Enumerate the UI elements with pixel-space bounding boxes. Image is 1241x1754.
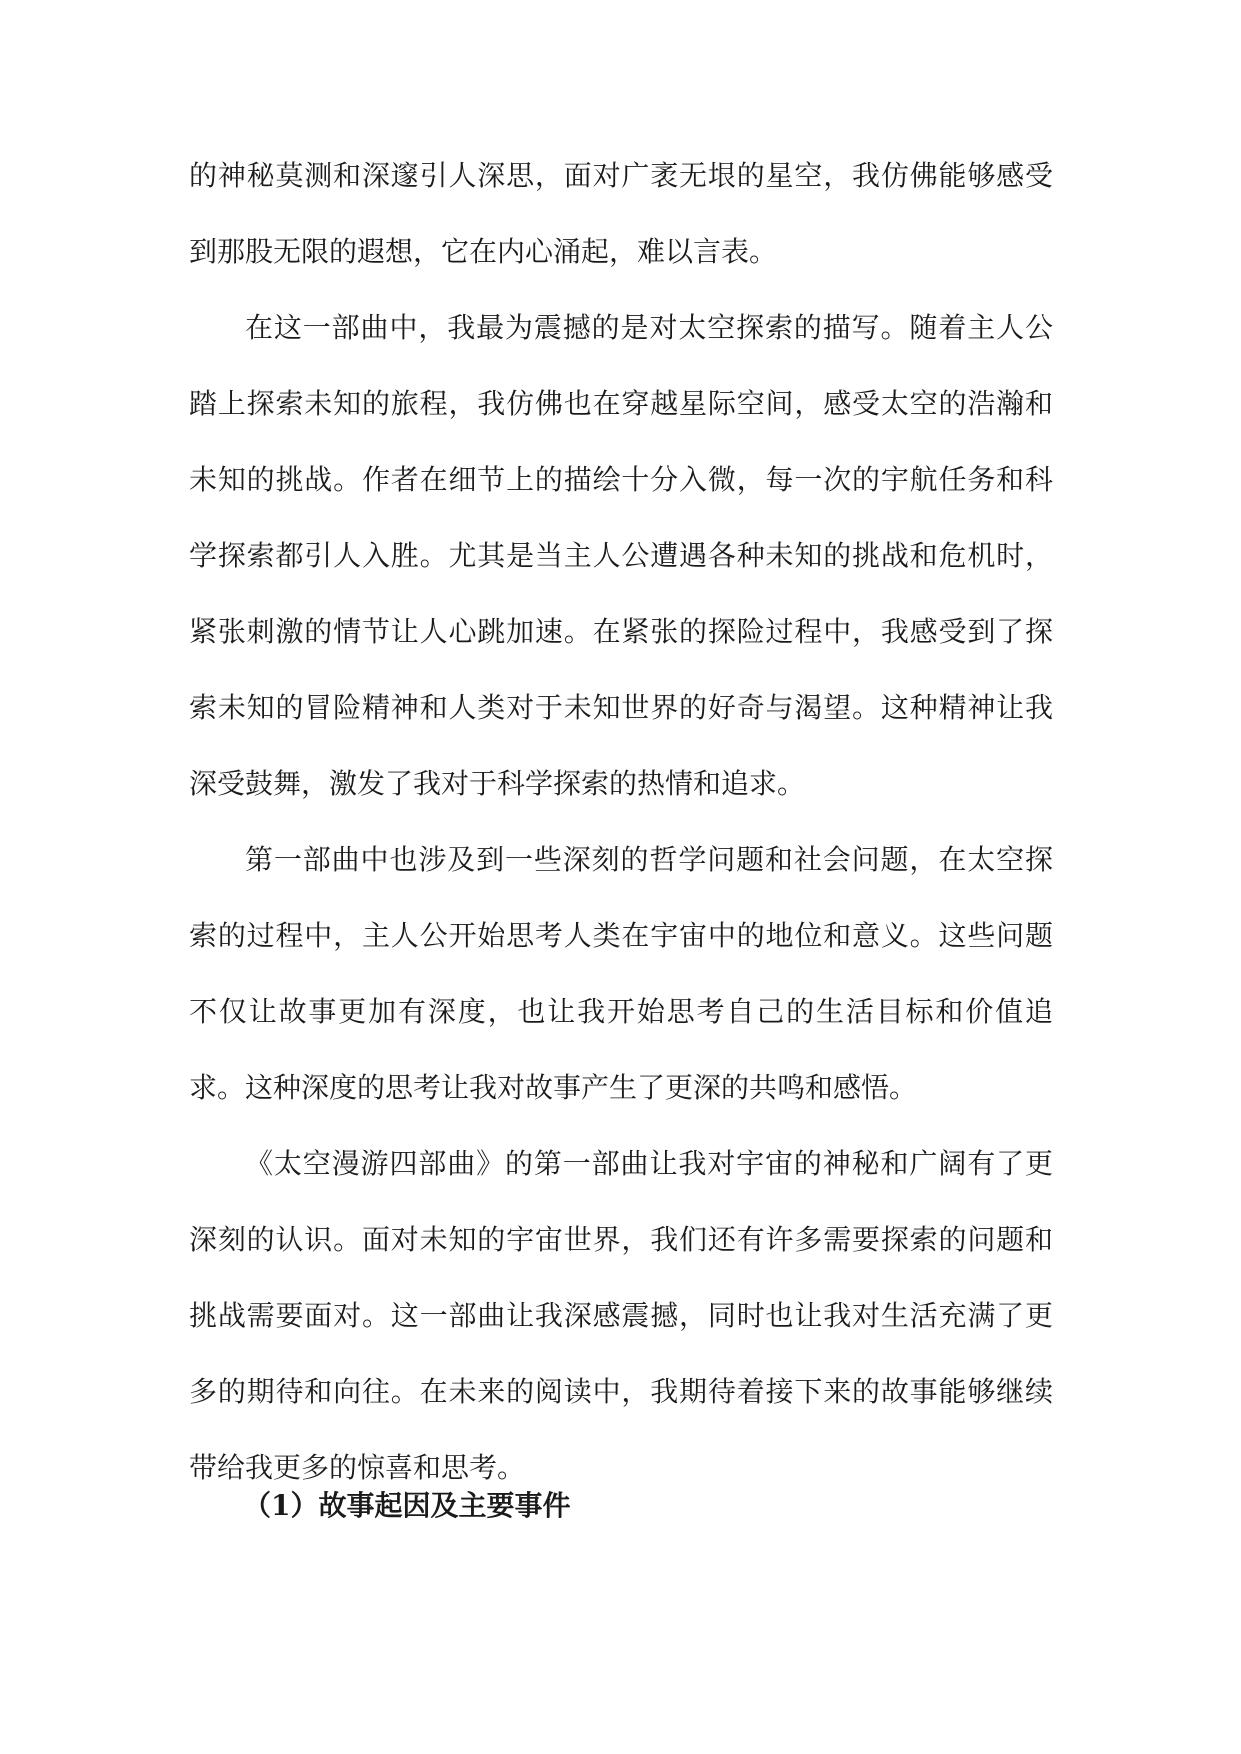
paragraph-conclusion: 《太空漫游四部曲》的第一部曲让我对宇宙的神秘和广阔有了更深刻的认识。面对未知的宇宙世界，我们还有许多需要探索的问题和挑战需要面对。这一部曲让我深感震撼，同时也让我对生活充满了更多的期待和向往。在未来的阅读中，我期待着接下来的故事能够继续带给我更多的惊喜和思考。 [189, 1147, 1053, 1484]
paragraph-philosophy: 第一部曲中也涉及到一些深刻的哲学问题和社会问题，在太空探索的过程中，主人公开始思考人类在宇宙中的地位和意义。这些问题不仅让故事更加有深度，也让我开始思考自己的生活目标和价值追求。这种深度的思考让我对故事产生了更深的共鸣和感悟。 [189, 843, 1053, 1104]
section-heading: （1）故事起因及主要事件 [243, 1489, 571, 1522]
paragraph-continuation: 的神秘莫测和深邃引人深思，面对广袤无垠的星空，我仿佛能够感受到那股无限的遐想，它在内心涌起，难以言表。 [189, 159, 1053, 268]
paragraph-space-exploration: 在这一部曲中，我最为震撼的是对太空探索的描写。随着主人公踏上探索未知的旅程，我仿佛也在穿越星际空间，感受太空的浩瀚和未知的挑战。作者在细节上的描绘十分入微，每一次的宇航任务和科学探索都引人入胜。尤其是当主人公遭遇各种未知的挑战和危机时，紧张刺激的情节让人心跳加速。在紧张的探险过程中，我感受到了探索未知的冒险精神和人类对于未知世界的好奇与渴望。这种精神让我深受鼓舞，激发了我对于科学探索的热情和追求。 [189, 311, 1053, 800]
document-body [189, 138, 1053, 1506]
